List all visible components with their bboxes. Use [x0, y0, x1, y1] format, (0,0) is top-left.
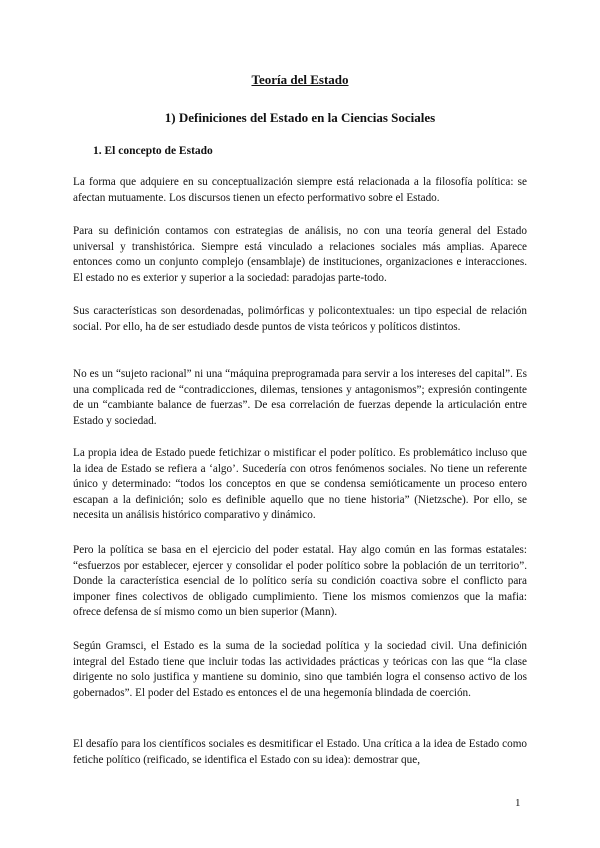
paragraph: No es un “sujeto racional” ni una “máquina preprogramada para servir a los intereses del capital”. Es una complicada red de “contradicciones, dilemas, tensiones y antagonismos”; expresión contingente de un “cambiante balance de fuerzas”. De esa correlación de fuerzas depende la articulación entre Estado y sociedad.	[73, 368, 527, 427]
paragraph: Según Gramsci, el Estado es la suma de la sociedad política y la sociedad civil. Una definición integral del Estado tiene que incluir todas las actividades prácticas y teóricas con las que “la clase dirigente no solo justifica y mantiene su dominio, sino que también logra el consenso activo de los gobernados”. El poder del Estado es entonces el de una hegemonía blindada de coerción.	[73, 640, 527, 699]
paragraph: Pero la política se basa en el ejercicio del poder estatal. Hay algo común en las formas estatales: “esfuerzos por establecer, ejercer y consolidar el poder político sobre la población de un territorio”. Donde la característica esencial de lo político sería su condición coactiva sobre el conflicto para imponer fines colectivos de obligado cumplimiento. Tiene los mismos comienzos que la mafia: ofrece defensa de sí mismo como un bien superior (Mann).	[73, 544, 527, 619]
page-number: 1	[515, 797, 521, 809]
paragraph: La forma que adquiere en su conceptualización siempre está relacionada a la filosofía política: se afectan mutuamente. Los discursos tienen un efecto performativo sobre el Estado.	[73, 176, 527, 204]
paragraph: Para su definición contamos con estrategias de análisis, no con una teoría general del Estado universal y transhistórica. Siempre está vinculado a relaciones sociales más amplias. Aparece entonces como un conjunto complejo (ensamblaje) de instituciones, organizaciones e interacciones. El estado no es exterior y superior a la sociedad: paradojas parte-todo.	[73, 225, 527, 284]
subsection-heading: 1. El concepto de Estado	[93, 145, 213, 157]
paragraph: La propia idea de Estado puede fetichizar o mistificar el poder político. Es problemático incluso que la idea de Estado se refiera a ‘algo’. Sucedería con otros fenómenos sociales. No tiene un referente único y determinado: “todos los conceptos en que se condensa semióticamente un proceso entero escapan a la definición; solo es definible aquello que no tiene historia” (Nietzsche). Por ello, se necesita un análisis histórico comparativo y dinámico.	[73, 447, 527, 522]
document-title: Teoría del Estado	[251, 72, 349, 87]
section-heading: 1) Definiciones del Estado en la Ciencias Sociales	[164, 110, 436, 125]
paragraph: El desafío para los científicos sociales es desmitificar el Estado. Una crítica a la idea de Estado como fetiche político (reificado, se identifica el Estado con su idea): demostrar que,	[73, 738, 527, 766]
paragraph: Sus características son desordenadas, polimórficas y policontextuales: un tipo especial de relación social. Por ello, ha de ser estudiado desde puntos de vista teóricos y políticos distintos.	[73, 305, 527, 333]
